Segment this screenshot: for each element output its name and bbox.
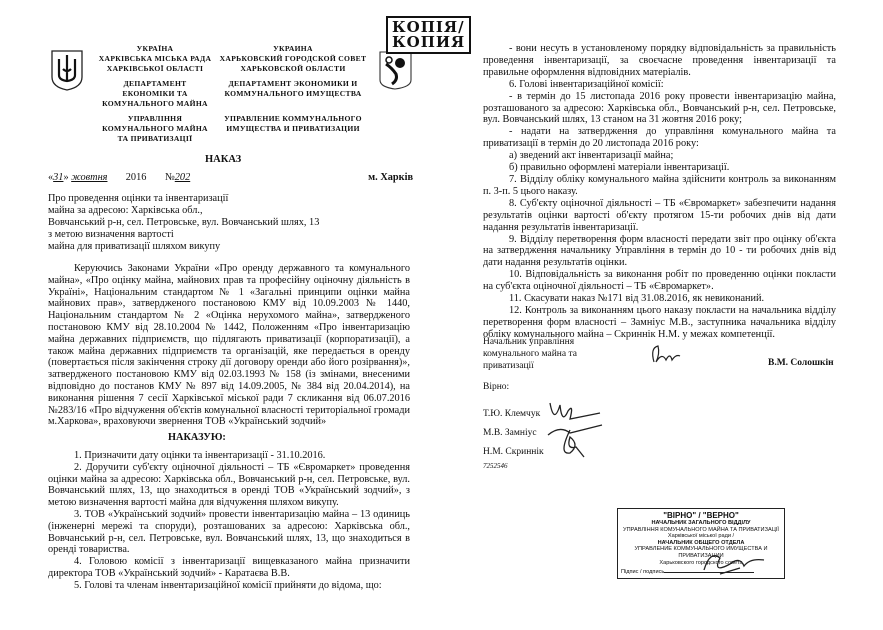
stamp-line: Харківської міської ради /: [667, 533, 735, 540]
items-right: [483, 43, 836, 341]
order-item: 5. Голові та членам інвентаризаційної комісії прийняти до відома, що:: [74, 579, 382, 591]
header-line: ИМУЩЕСТВА И ПРИВАТИЗАЦИИ: [226, 124, 360, 133]
order-item: 8. Суб'єкту оціночної діяльності – ТБ «Євромаркет» забезпечити надання результатів оцінки вартості об'єкту протягом 15-ти робочих днів від дати надання результатів інвентаризації.: [483, 197, 836, 233]
stamp-line: НАЧАЛЬНИК ОБЩЕГО ОТДЕЛА: [657, 539, 745, 546]
orders-heading: НАКАЗУЮ:: [168, 432, 226, 443]
verified-label: Вірно:: [483, 382, 510, 392]
preamble: Керуючись Законами України «Про оренду державного та комунального майна», «Про оцінку майна, майнових прав та професійну оціночну діяльність в Україні», Національним стандартом № 1 «Загальні принципи оцінки майна майнових прав», затвердженого постановою КМУ від 10.09.2003 № 1440, Національним стандартом № 2 «Оцінка нерухомого майна», затвердженого постановою КМУ від 28.10.2004 № 1442, Положенням «Про інвентаризацію майна державних підприємств, що підлягають приватизації (корпоратизації), а також майна державних підприємств та організацій, яке передається в оренду (повертається після закінчення строку дії договору оренди або його розірвання)», затвердженого постановою КМУ від 02.03.1993 № 158 (із змінами, внесеними відповідно до постанов КМУ № 897 від 14.09.2005, № 384 від 20.04.2014), на виконання рішення 7 сесії Харківської міської ради 7 скликання від 06.07.2016 №283/16 «Про відчуження об'єктів комунальної власності територіальної громади м.Харкова», враховуючи звернення ТОВ «Український зодчий»: [48, 263, 410, 428]
header-line: КОМУНАЛЬНОГО МАЙНА: [102, 124, 208, 133]
header-line: ХАРКІВСЬКОЇ ОБЛАСТІ: [106, 64, 204, 73]
order-item: 11. Скасувати наказ №171 від 31.08.2016, як невиконаний.: [509, 293, 765, 305]
stamp-line: УПРАВЛЕНИЕ КОММУНАЛЬНОГО ИМУЩЕСТВА И ПРИВАТИЗАЦИИ: [634, 546, 768, 559]
position-line: комунального майна та: [483, 349, 577, 359]
order-date-line: [48, 172, 413, 183]
header-russian: [218, 44, 368, 134]
signer-name: В.М. Солошкін: [768, 358, 834, 368]
signature-icon: [648, 342, 684, 373]
order-item: б) правильно оформлені матеріали інвентаризації.: [509, 162, 730, 174]
kharkiv-coat-of-arms-icon: [378, 50, 413, 90]
header-line: КОММУНАЛЬНОГО ИМУЩЕСТВА: [224, 89, 362, 98]
verifier-name: М.В. Замніус: [483, 428, 537, 438]
order-year: 2016: [125, 172, 147, 183]
stamp-line: НАЧАЛЬНИК ЗАГАЛЬНОГО ВІДДІЛУ: [651, 520, 751, 526]
order-item: - надати на затвердження до управління комунального майна та приватизації в термін до 20 листопада 2016 року:: [483, 126, 836, 150]
order-item: - вони несуть в установленому порядку відповідальність за правильність проведення інвентаризації, за своєчасне проведення інвентаризації та правильне оформлення відповідних матеріалів.: [483, 43, 836, 78]
position-line: приватизації: [483, 361, 534, 371]
order-city: м. Харків: [368, 172, 413, 183]
order-item: а) зведений акт інвентаризації майна;: [509, 150, 674, 162]
order-day: 31: [53, 172, 64, 183]
subject-line: майна за адресою: Харківська обл.,: [48, 205, 203, 216]
date-quote: «: [48, 172, 54, 183]
header-line: ЕКОНОМІКИ ТА: [122, 89, 188, 98]
number-label: №: [164, 172, 175, 183]
header-line: УКРАЇНА: [136, 44, 174, 53]
verifier-signatures-icon: [540, 395, 610, 468]
copy-stamp-line: КОПИЯ: [392, 33, 466, 51]
order-item: 4. Головою комісії з інвентаризації вищевказаного майна призначити директора ТОВ «Український зодчий» - Каратаєва В.В.: [48, 556, 410, 579]
subject-line: Про проведення оцінки та інвентаризації: [48, 193, 229, 204]
header-line: УПРАВЛЕНИЕ КОММУНАЛЬНОГО: [224, 114, 362, 123]
order-subject: [48, 193, 319, 253]
order-number: 202: [174, 172, 191, 183]
subject-line: Вовчанський р-н, сел. Петровське, вул. Вовчанський шлях, 13: [48, 217, 320, 228]
order-item: 1. Призначити дату оцінки та інвентаризації - 31.10.2016.: [74, 450, 326, 461]
header-line: КОМУНАЛЬНОГО МАЙНА: [102, 99, 208, 108]
order-item: 3. ТОВ «Український зодчий» провести інвентаризацію майна – 13 одиниць (інженерні мережі та споруди), розташованих за адресою: Харківська обл., Вовчанський р-н, сел. Петровське, вул. Вовчанський шлях, 13, що знаходиться в оренді товариства.: [48, 508, 410, 556]
header-line: ХАРЬКОВСКОЙ ОБЛАСТИ: [240, 64, 346, 73]
document-code: 7252546: [483, 462, 508, 470]
copy-stamp-line: КОПІЯ/: [392, 18, 465, 36]
date-quote: »: [63, 172, 69, 183]
subject-line: майна для приватизації шляхом викупу: [48, 241, 221, 252]
order-item: 7. Відділу обліку комунального майна здійснити контроль за виконанням п. 3-п. 5 цього наказу.: [483, 173, 836, 197]
verifier-name: Н.М. Скриннік: [483, 447, 544, 457]
order-item: - в термін до 15 листопада 2016 року провести інвентаризацію майна, розташованого за адресою: Харківська обл., Вовчанський р-н, сел. Петровське, вул. Вовчанський шлях, 13 станом на 31 жовтня 2016 року;: [483, 90, 836, 126]
stamp-signature-icon: [700, 548, 770, 581]
position-line: Начальник управління: [483, 337, 575, 347]
order-item: 10. Відповідальність за виконання робіт по проведенню оцінки покласти на суб'єкта оціночної діяльності – ТБ «Євромаркет».: [483, 269, 836, 293]
stamp-sign-label: Підпис / подпись: [621, 569, 665, 576]
order-item: 6. Голові інвентаризаційної комісії:: [509, 78, 664, 90]
header-line: УПРАВЛІННЯ: [127, 114, 183, 123]
order-item: 9. Відділу перетворення форм власності передати звіт про оцінку об'єкта на затвердження начальнику Управління в термін до 10 - ти робочих днів від дати надання результатів оцінки.: [483, 233, 836, 269]
items-left: [48, 450, 410, 592]
ukraine-coat-of-arms-icon: [50, 49, 84, 91]
header-line: ХАРЬКОВСКИЙ ГОРОДСКОЙ СОВЕТ: [219, 54, 367, 63]
header-line: ХАРКІВСЬКА МІСЬКА РАДА: [98, 54, 212, 63]
order-item: 12. Контроль за виконанням цього наказу покласти на начальника відділу перетворення форм власності – Замніус М.В., заступника начальника відділу обліку комунального майна – Скриннік Н.М. у межах компетенції.: [483, 304, 836, 340]
header-line: ТА ПРИВАТИЗАЦІЇ: [117, 134, 193, 143]
verifier-name: Т.Ю. Клемчук: [483, 409, 541, 419]
stamp-line: "ВІРНО" / "ВЕРНО": [663, 511, 739, 520]
header-ukrainian: [90, 44, 220, 144]
header-line: ДЕПАРТАМЕНТ: [123, 79, 187, 88]
subject-line: з метою визначення вартості: [48, 229, 174, 240]
order-month: жовтня: [71, 172, 108, 183]
verifiers: [483, 405, 544, 462]
stamp-line: Харьковского городского совета: [659, 559, 743, 566]
header-line: ДЕПАРТАМЕНТ ЭКОНОМИКИ И: [228, 79, 358, 88]
header-line: УКРАИНА: [273, 44, 313, 53]
stamp-line: УПРАВЛІННЯ КОМУНАЛЬНОГО МАЙНА ТА ПРИВАТИЗАЦІЇ: [623, 526, 779, 533]
signer-position: [483, 336, 577, 372]
order-title: НАКАЗ: [205, 154, 242, 165]
order-item: 2. Доручити суб'єкту оціночної діяльності – ТБ «Євромаркет» проведення оцінки майна за адресою: Харківська обл., Вовчанський р-н, сел. Петровське, вул. Вовчанський шлях, 13, що знаходиться в оренді ТОВ «Український зодчий», з метою визначення вартості майна для відчуження шляхом викупу.: [48, 461, 410, 509]
copy-stamp: [386, 16, 471, 54]
